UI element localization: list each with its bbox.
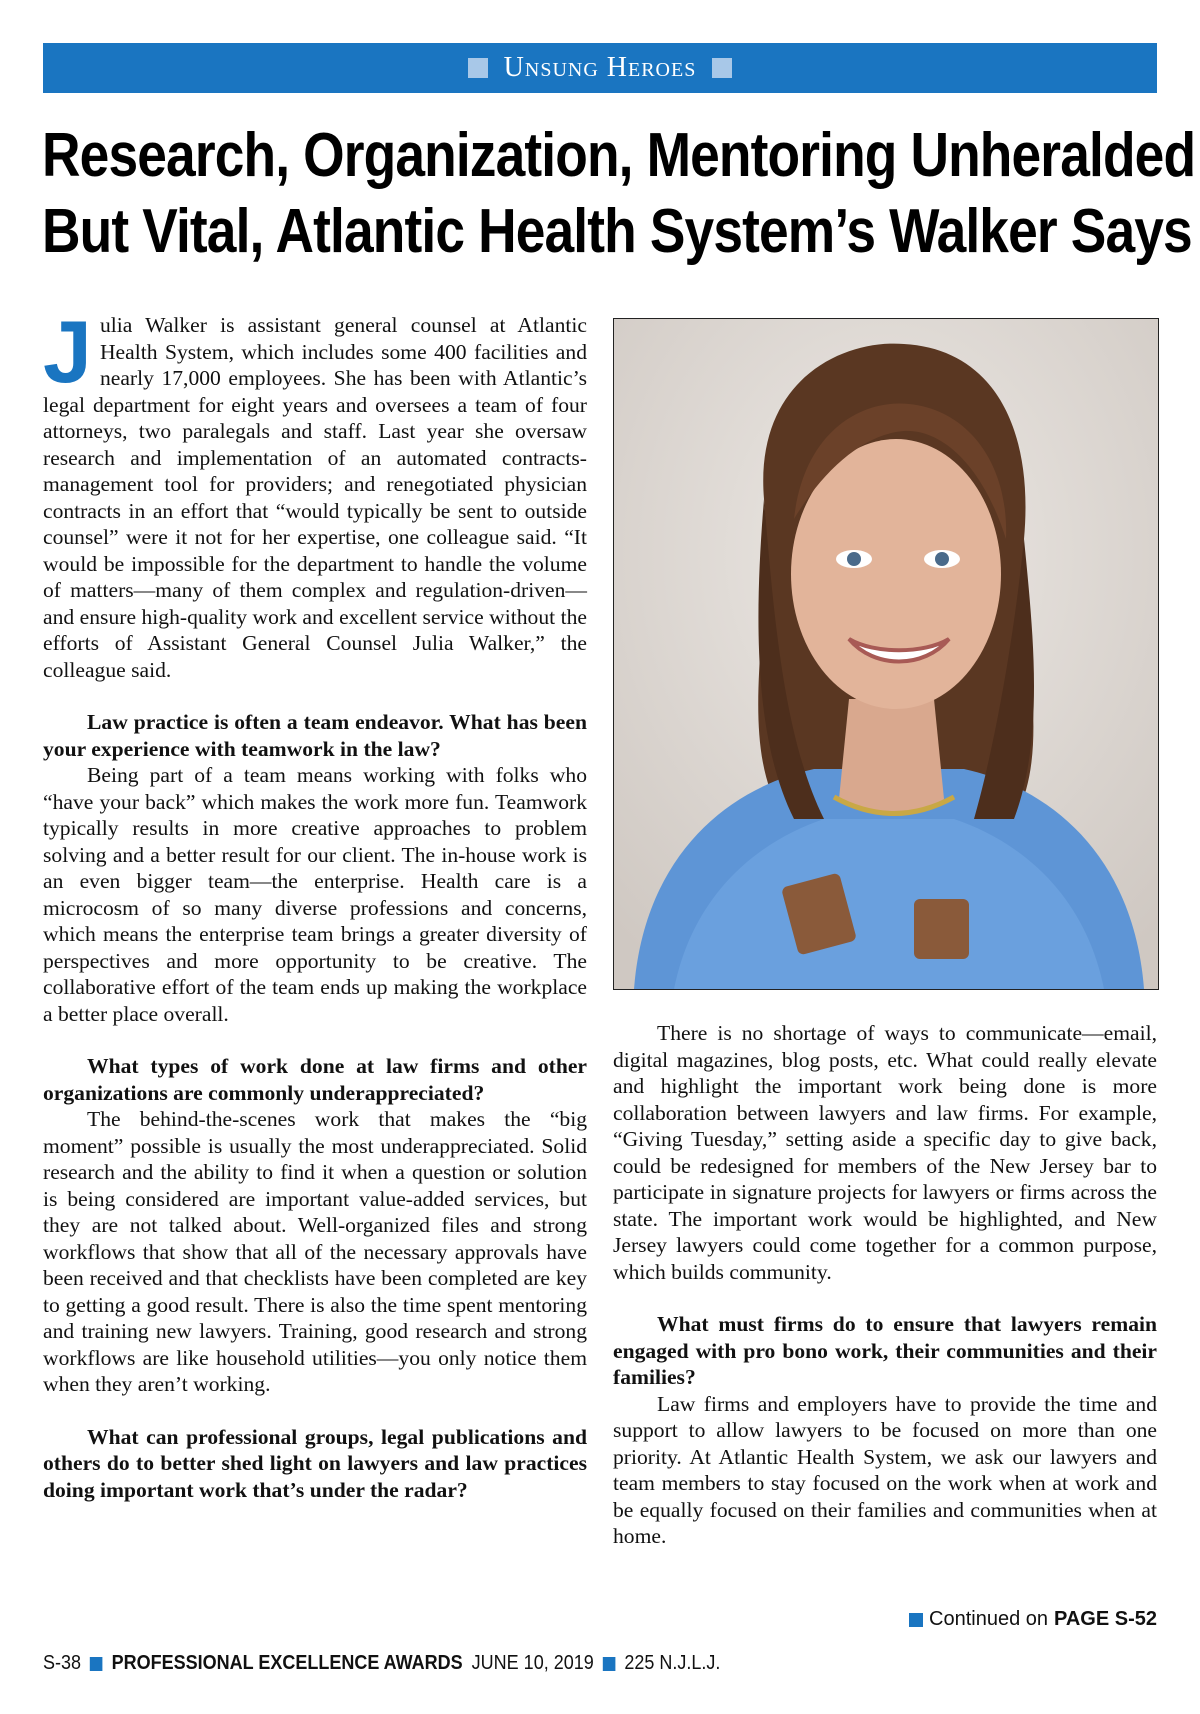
question-4: What must firms do to ensure that lawyers remain engaged with pro bono work, their communities and their families? — [613, 1312, 1157, 1389]
question-3: What can professional groups, legal publications and others do to better shed light on lawyers and law practices doing important work that’s under the radar? — [43, 1424, 587, 1502]
answer-2: The behind-the-scenes work that makes the “big moment” possible is usually the most underappreciated. Solid research and the ability to find it when a question or solution is being considered are important value-added services, but they are not talked about. Well-organized files and strong workflows that show that all of the necessary approvals have been received and that checklists have been completed are key to getting a good result. There is also the time spent mentoring and training new lawyers. Training, good research and strong workflows are like household utilities—you only notice them when they aren’t working. — [43, 1107, 587, 1396]
footer-square-icon — [90, 1657, 103, 1671]
portrait-photo — [613, 318, 1159, 990]
answer-1: Being part of a team means working with folks who “have your back” which makes the work more fun. Teamwork typically results in more creative approaches to problem solving and a better result for our client. The in-house work is an even bigger team—the enterprise. Health care is a microcosm of so many diverse professions and concerns, which means the enterprise team brings a greater diversity of perspectives and more opportunity to be creative. The collaborative effort of the team ends up making the workplace a better place overall. — [43, 763, 587, 1026]
answer-3: There is no shortage of ways to communicate—email, digital magazines, blog posts, etc. What could really elevate and highlight the important work being done is more collaboration between lawyers and law firms. For example, “Giving Tuesday,” setting aside a specific day to give back, could be redesigned for members of the New Jersey bar to participate in signature projects for lawyers or firms across the state. The important work would be highlighted, and New Jersey lawyers could come together for a common purpose, which builds community. — [613, 1021, 1157, 1284]
right-column — [613, 1020, 1157, 1550]
continued-square-icon — [909, 1613, 923, 1627]
footer-square-icon — [603, 1657, 616, 1671]
publication-name: PROFESSIONAL EXCELLENCE AWARDS — [111, 1652, 463, 1674]
continued-page: PAGE S-52 — [1054, 1608, 1157, 1630]
page-number: S-38 — [43, 1652, 82, 1674]
citation: 225 N.J.L.J. — [624, 1652, 721, 1674]
continued-prefix: Continued on — [929, 1608, 1048, 1630]
issue-date: JUNE 10, 2019 — [471, 1652, 594, 1674]
page-footer — [43, 1652, 720, 1675]
headline-line-2: But Vital, Atlantic Health System’s Walker Says — [42, 197, 1192, 266]
portrait-illustration — [614, 319, 1158, 989]
intro-text: ulia Walker is assistant general counsel at Atlantic Health System, which includes some 400 facilities and nearly 17,000 employees. She has been with Atlantic’s legal department for eight years and oversees a team of four attorneys, two paralegals and staff. Last year she oversaw research and implementation of an automated contracts-management tool for providers; and renegotiated physician contracts in an effort that “would typically be sent to outside counsel” were it not for her expertise, one colleague said. “It would be impossible for the department to handle the volume of matters—many of them complex and regulation-driven—and ensure high-quality work and excellent service without the efforts of Assistant General Counsel Julia Walker,” the colleague said. — [43, 313, 587, 682]
left-column — [43, 302, 587, 1503]
section-label: Unsung Heroes — [503, 52, 697, 83]
intro-paragraph — [43, 302, 587, 683]
banner-square-icon — [712, 58, 732, 78]
banner-square-icon — [468, 58, 488, 78]
answer-4: Law firms and employers have to provide the time and support to allow lawyers to be focused on more than one priority. At Atlantic Health System, we ask our lawyers and team members to stay focused on the work when at work and be equally focused on their families and communities when at home. — [613, 1391, 1157, 1548]
article-headline — [42, 118, 1196, 270]
continued-note — [909, 1608, 1157, 1631]
question-2: What types of work done at law firms and other organizations are commonly underappreciated? — [43, 1054, 587, 1105]
drop-cap: J — [43, 302, 92, 401]
section-banner — [43, 43, 1157, 93]
headline-line-1: Research, Organization, Mentoring Unheralded — [42, 121, 1196, 190]
question-1: Law practice is often a team endeavor. What has been your experience with teamwork in the law? — [43, 710, 587, 761]
